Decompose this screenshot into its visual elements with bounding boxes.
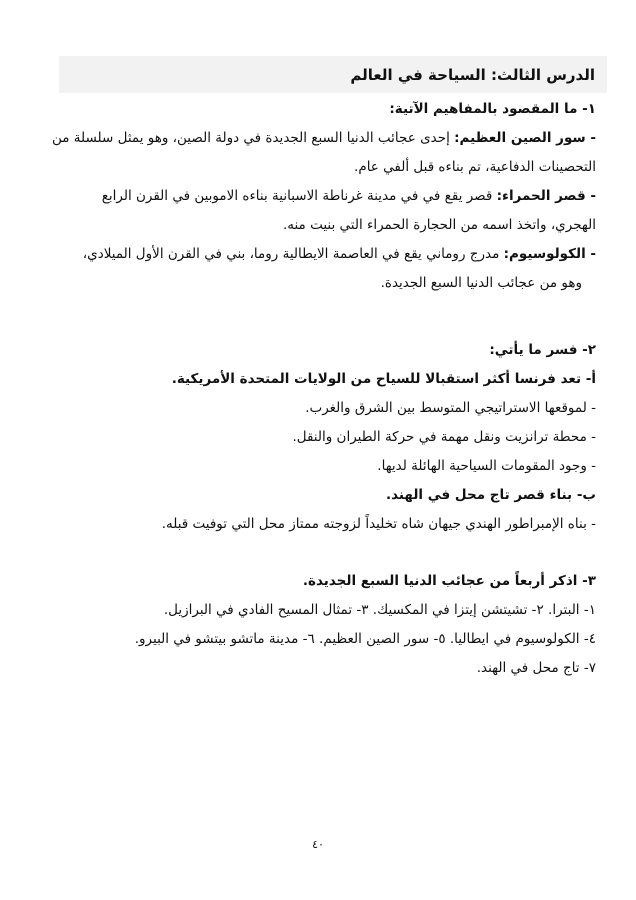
wonders-line: ٤- الكولوسيوم في ايطاليا. ٥- سور الصين العظيم. ٦- مدينة ماتشو بيتشو في البيرو.	[134, 631, 596, 647]
list-item: - وجود المقومات السياحية الهائلة لديها.	[377, 458, 596, 474]
definition-item	[36, 240, 596, 298]
definition-text: الهجري، واتخذ اسمه من الحجارة الحمراء التي بنيت منه.	[282, 217, 596, 233]
wonders-line: ٧- تاج محل في الهند.	[476, 660, 596, 676]
definition-term: - سور الصين العظيم:	[454, 130, 596, 146]
definition-text: مدرج روماني يقع في العاصمة الايطالية روما، بني في القرن الأول الميلادي،	[82, 246, 500, 262]
question-3	[36, 567, 596, 683]
definition-text: وهو من عجائب الدنيا السبع الجديدة.	[380, 275, 582, 291]
definition-text: قصر يقع في في مدينة غرناطة الاسبانية بناءه الاموبين في القرن الرابع	[101, 188, 493, 204]
list-item: - محطة ترانزيت ونقل مهمة في حركة الطيران والنقل.	[292, 429, 596, 445]
definition-text: التحصينات الدفاعية، تم بناءه قبل ألفي عام.	[354, 159, 596, 175]
lesson-title: الدرس الثالث: السياحة في العالم	[350, 65, 595, 84]
question-2a-heading: أ- تعد فرنسا أكثر استقبالا للسياح من الولايات المتحدة الأمريكية.	[171, 371, 596, 387]
wonders-line: ١- البترا. ٢- تشيتشن إيتزا في المكسيك. ٣- تمثال المسيح الفادي في البرازيل.	[163, 602, 596, 618]
lesson-title-bar	[59, 56, 607, 93]
definition-term: - الكولوسيوم:	[503, 246, 596, 262]
question-3-heading: ٣- اذكر أربعاً من عجائب الدنيا السبع الجديدة.	[302, 573, 596, 589]
page-number: ٤٠	[312, 838, 324, 851]
list-item: - بناه الإمبراطور الهندي جيهان شاه تخليداً لزوجته ممتاز محل التي توفيت قبله.	[161, 516, 596, 532]
definition-term: - قصر الحمراء:	[496, 188, 596, 204]
question-1-heading: ١- ما المقصود بالمفاهيم الآتية:	[389, 101, 596, 117]
question-2b-heading: ب- بناء قصر تاج محل في الهند.	[385, 487, 596, 503]
question-1	[36, 95, 596, 298]
definition-item	[36, 124, 596, 182]
definition-text: إحدى عجائب الدنيا السبع الجديدة في دولة الصين، وهو يمثل سلسلة من	[51, 130, 450, 146]
definition-item	[36, 182, 596, 240]
question-2-heading: ٢- فسر ما يأتي:	[489, 342, 596, 358]
list-item: - لموقعها الاستراتيجي المتوسط بين الشرق والغرب.	[305, 400, 596, 416]
question-2	[36, 336, 596, 539]
